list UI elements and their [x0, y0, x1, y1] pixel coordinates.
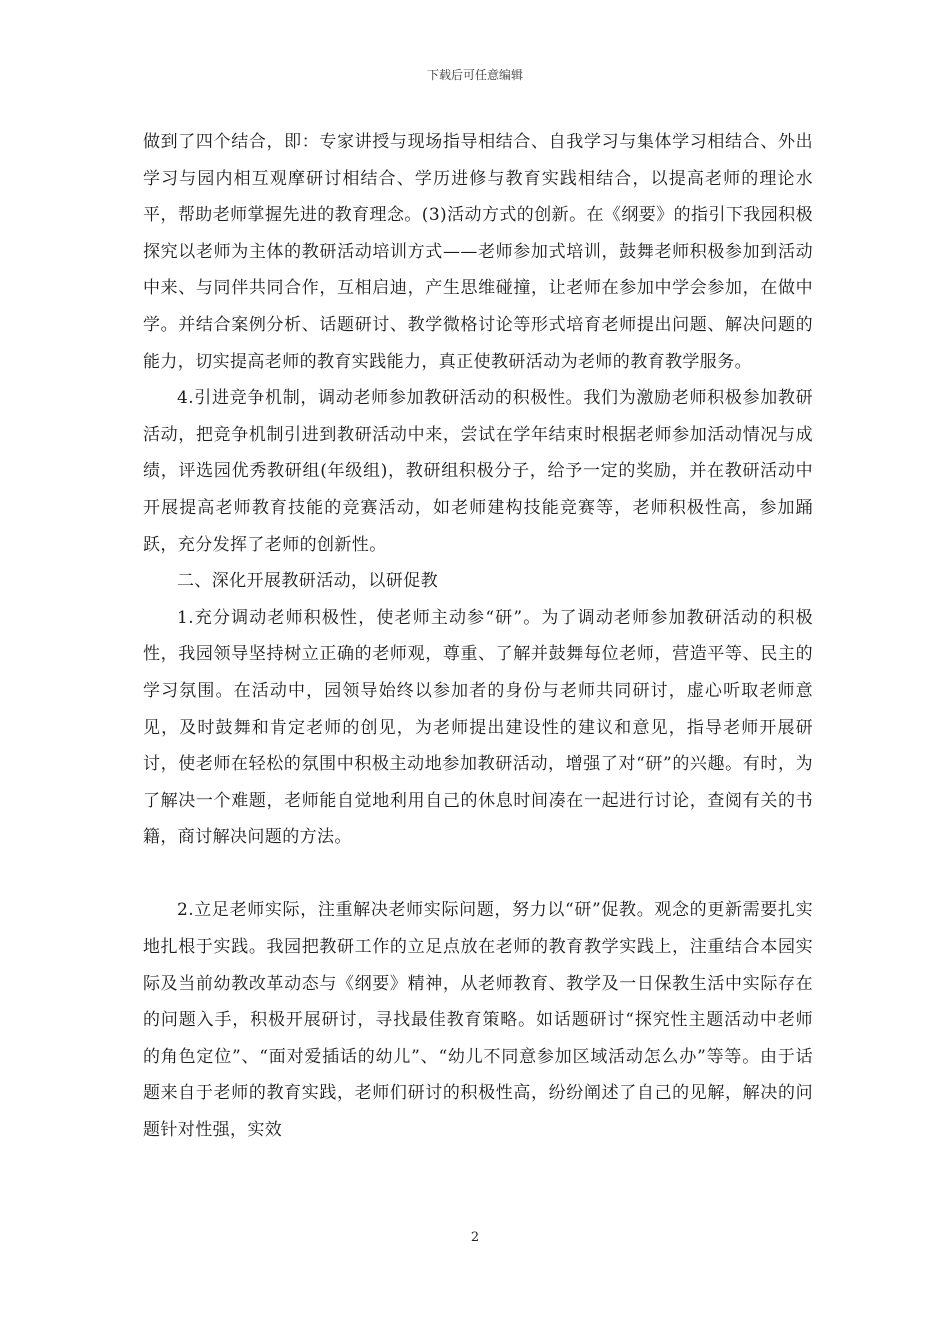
document-body [143, 124, 813, 1149]
page-number: 2 [470, 1230, 480, 1245]
page-header-note: 下载后可任意编辑 [426, 68, 523, 82]
paragraph-continued: 做到了四个结合，即：专家讲授与现场指导相结合、自我学习与集体学习相结合、外出学习与园内相互观摩研讨相结合、学历进修与教育实践相结合，以提高老师的理论水平，帮助老师掌握先进的教育理念。(3)活动方式的创新。在《纲要》的指引下我园积极探究以老师为主体的教研活动培训方式——老师参加式培训，鼓舞老师积极参加到活动中来、与同伴共同合作，互相启迪，产生思维碰撞，让老师在参加中学会参加，在做中学。并结合案例分析、话题研讨、教学微格讨论等形式培育老师提出问题、解决问题的能力，切实提高老师的教育实践能力，真正使教研活动为老师的教育教学服务。 [143, 132, 813, 372]
paragraph-competition-mechanism: 4.引进竞争机制，调动老师参加教研活动的积极性。我们为激励老师积极参加教研活动，把竞争机制引进到教研活动中来，尝试在学年结束时根据老师参加活动情况与成绩，评选园优秀教研组(年级组)，教研组积极分子，给予一定的奖励，并在教研活动中开展提高老师教育技能的竞赛活动，如老师建构技能竞赛等，老师积极性高，参加踊跃，充分发挥了老师的创新性。 [143, 388, 813, 555]
paragraph-teacher-initiative: 1.充分调动老师积极性，使老师主动参“研”。为了调动老师参加教研活动的积极性，我园领导坚持树立正确的老师观，尊重、了解并鼓舞每位老师，营造平等、民主的学习氛围。在活动中，园领导始终以参加者的身份与老师共同研讨，虚心听取老师意见，及时鼓舞和肯定老师的创见，为老师提出建设性的建议和意见，指导老师开展研讨，使老师在轻松的氛围中积极主动地参加教研活动，增强了对“研”的兴趣。有时，为了解决一个难题，老师能自觉地利用自己的休息时间凑在一起进行讨论，查阅有关的书籍，商讨解决问题的方法。 [143, 607, 813, 848]
paragraph-practice-problems: 2.立足老师实际，注重解决老师实际问题，努力以“研”促教。观念的更新需要扎实地扎根于实践。我园把教研工作的立足点放在老师的教育教学实践上，注重结合本园实际及当前幼教改革动态与《纲要》精神，从老师教育、教学及一日保教生活中实际存在的问题入手，积极开展研讨，寻找最佳教育策略。如话题研讨“探究性主题活动中老师的角色定位”、“面对爱插话的幼儿”、“幼儿不同意参加区域活动怎么办”等等。由于话题来自于老师的教育实践，老师们研讨的积极性高，纷纷阐述了自己的见解，解决的问题针对性强，实效 [143, 900, 813, 1141]
section-heading-2: 二、深化开展教研活动，以研促教 [177, 571, 438, 592]
